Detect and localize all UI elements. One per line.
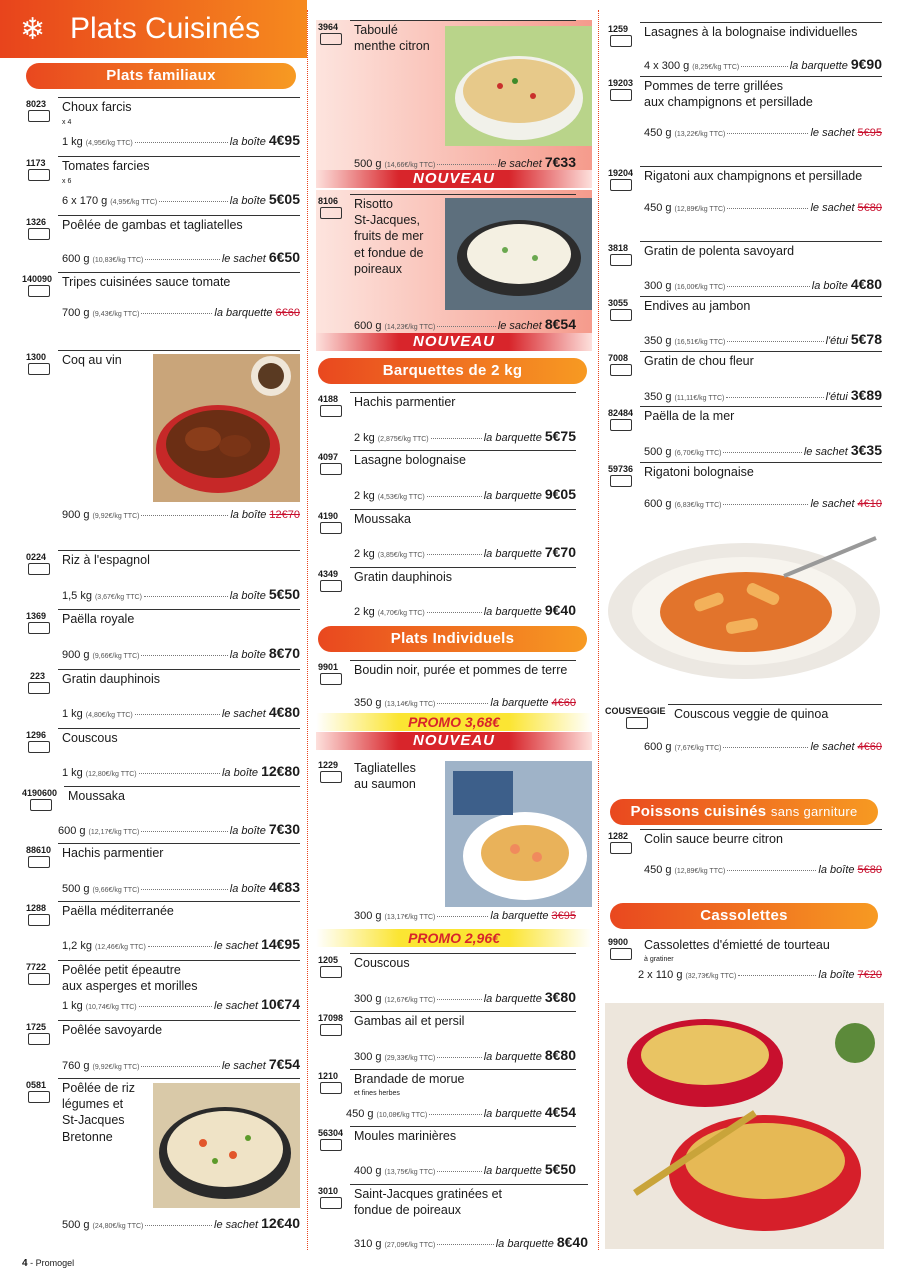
- rigatoni-photo: [606, 536, 882, 682]
- price-line: 2 kg (4,53€/kg TTC) la barquette 9€05: [354, 486, 576, 502]
- product-name: Hachis parmentier: [354, 395, 456, 409]
- checkbox[interactable]: [28, 285, 50, 297]
- price-line: 450 g (12,89€/kg TTC) le sachet 5€80: [644, 202, 882, 214]
- product-name: fondue de poireaux: [354, 1203, 462, 1217]
- checkbox[interactable]: [28, 169, 50, 181]
- price-line: 2 kg (2,875€/kg TTC) la barquette 5€75: [354, 428, 576, 444]
- product-code: 1300: [26, 352, 47, 362]
- price-line: 300 g (13,17€/kg TTC) la barquette 3€95: [354, 910, 576, 922]
- column-divider: [598, 10, 599, 1250]
- product-name: Gratin de chou fleur: [644, 354, 754, 368]
- product-name: Bretonne: [62, 1130, 113, 1144]
- price-line: 1 kg (4,95€/kg TTC) la boîte 4€95: [62, 132, 300, 148]
- product-name: Coq au vin: [62, 353, 122, 367]
- price-line: 1,2 kg (12,46€/kg TTC) le sachet 14€95: [62, 936, 300, 952]
- nouveau-banner: NOUVEAU: [316, 732, 592, 750]
- page-header: [0, 0, 307, 58]
- product-code: 140090: [22, 274, 53, 284]
- list-item: [26, 97, 300, 149]
- list-item: [318, 509, 576, 561]
- price-line: 1 kg (12,80€/kg TTC) la boîte 12€80: [62, 763, 300, 779]
- checkbox[interactable]: [610, 89, 632, 101]
- list-item: [26, 728, 300, 780]
- product-code: 1296: [26, 730, 47, 740]
- list-item: [26, 156, 300, 208]
- checkbox[interactable]: [320, 405, 342, 417]
- product-name: Couscous: [354, 956, 410, 970]
- price-line: 600 g (12,17€/kg TTC) la boîte 7€30: [58, 821, 300, 837]
- product-code: 1326: [26, 217, 47, 227]
- checkbox[interactable]: [610, 35, 632, 47]
- checkbox[interactable]: [30, 799, 52, 811]
- price-line: 900 g (9,92€/kg TTC) la boîte 12€70: [62, 509, 300, 521]
- section-poissons: [610, 799, 878, 825]
- product-name: Hachis parmentier: [62, 846, 164, 860]
- product-name: légumes et: [62, 1097, 124, 1111]
- product-note: à gratiner: [644, 956, 674, 963]
- product-code: 1205: [318, 955, 339, 965]
- checkbox[interactable]: [28, 363, 50, 375]
- product-code: 4349: [318, 569, 339, 579]
- section-plats-individuels: Plats Individuels: [318, 626, 587, 652]
- list-item: [318, 1069, 576, 1121]
- list-item: [608, 462, 882, 517]
- price-line: 1 kg (10,74€/kg TTC) le sachet 10€74: [62, 996, 300, 1012]
- list-item: [605, 704, 882, 756]
- checkbox[interactable]: [28, 228, 50, 240]
- checkbox[interactable]: [320, 673, 342, 685]
- list-item: [318, 660, 576, 712]
- list-item: [608, 935, 882, 987]
- price-line: 500 g (14,66€/kg TTC) le sachet 7€33: [354, 154, 576, 170]
- product-code: 1259: [608, 24, 629, 34]
- price-line: 700 g (9,43€/kg TTC) la barquette 6€60: [62, 307, 300, 319]
- price-line: 350 g (11,11€/kg TTC) l'étui 3€89: [644, 387, 882, 403]
- product-name: Poêlée petit épeautre: [62, 963, 181, 977]
- page-number: 4: [22, 1258, 28, 1269]
- price-line: 1 kg (4,80€/kg TTC) le sachet 4€80: [62, 704, 300, 720]
- list-item: [26, 669, 300, 721]
- list-item: [26, 901, 300, 953]
- checkbox[interactable]: [320, 1139, 342, 1151]
- list-item: [608, 241, 882, 296]
- product-name: Taboulé: [354, 23, 398, 37]
- product-code: 82484: [608, 408, 634, 418]
- product-name: St-Jacques,: [354, 213, 421, 227]
- product-name: Poêlée savoyarde: [62, 1023, 163, 1037]
- snowflake-icon: ❄: [20, 12, 46, 46]
- product-code: 1725: [26, 1022, 47, 1032]
- product-name: Tagliatelles: [354, 761, 416, 775]
- product-name: Poêlée de riz: [62, 1081, 135, 1095]
- checkbox[interactable]: [28, 110, 50, 122]
- checkbox[interactable]: [320, 1024, 342, 1036]
- price-line: 500 g (9,66€/kg TTC) la boîte 4€83: [62, 879, 300, 895]
- price-line: 450 g (13,22€/kg TTC) le sachet 5€95: [644, 127, 882, 139]
- checkbox[interactable]: [626, 717, 648, 729]
- price-line: 600 g (6,83€/kg TTC) le sachet 4€10: [644, 498, 882, 510]
- price-line: 6 x 170 g (4,95€/kg TTC) la boîte 5€05: [62, 191, 300, 207]
- price-line: 300 g (29,33€/kg TTC) la barquette 8€80: [354, 1047, 576, 1063]
- product-name: Moussaka: [68, 789, 125, 803]
- promo-banner: PROMO 3,68€: [316, 713, 592, 731]
- product-code: 0581: [26, 1080, 47, 1090]
- product-name: Paëlla royale: [62, 612, 135, 626]
- price-line: 450 g (10,08€/kg TTC) la barquette 4€54: [346, 1104, 576, 1120]
- product-code: 7008: [608, 353, 629, 363]
- product-code: 3010: [318, 1186, 339, 1196]
- product-name: Choux farcis: [62, 100, 132, 114]
- product-code: 7722: [26, 962, 47, 972]
- product-note: x 4: [62, 119, 72, 126]
- product-name: Pommes de terre grillées: [644, 79, 783, 93]
- product-name: Boudin noir, purée et pommes de terre: [354, 663, 568, 677]
- list-item: [608, 76, 882, 146]
- product-name: Tripes cuisinées sauce tomate: [62, 275, 231, 289]
- price-line: 300 g (12,67€/kg TTC) la barquette 3€80: [354, 989, 576, 1005]
- product-code: 9901: [318, 662, 339, 672]
- product-code: 88610: [26, 845, 52, 855]
- product-name: Moules marinières: [354, 1129, 457, 1143]
- product-code: 4190: [318, 511, 339, 521]
- product-code: 9900: [608, 937, 629, 947]
- section-barquettes: Barquettes de 2 kg: [318, 358, 587, 384]
- list-item: [608, 296, 882, 351]
- price-line: 760 g (9,92€/kg TTC) le sachet 7€54: [62, 1056, 300, 1072]
- product-code: 1210: [318, 1071, 339, 1081]
- product-name: Poêlée de gambas et tagliatelles: [62, 218, 243, 232]
- list-item: [26, 215, 300, 265]
- list-item: [608, 351, 882, 406]
- checkbox[interactable]: [610, 475, 632, 487]
- price-line: 350 g (13,14€/kg TTC) la barquette 4€60: [354, 697, 576, 709]
- product-code: 1173: [26, 158, 46, 168]
- product-name: Tomates farcies: [62, 159, 150, 173]
- checkbox[interactable]: [320, 463, 342, 475]
- product-name: Moussaka: [354, 512, 411, 526]
- product-code: 56304: [318, 1128, 344, 1138]
- price-line: 2 x 110 g (32,73€/kg TTC) la boîte 7€20: [638, 969, 882, 981]
- product-code: 3055: [608, 298, 629, 308]
- checkbox[interactable]: [28, 856, 50, 868]
- product-code: 4190600: [22, 788, 58, 798]
- checkbox[interactable]: [28, 741, 50, 753]
- price-line: 400 g (13,75€/kg TTC) la barquette 5€50: [354, 1161, 576, 1177]
- product-name: aux asperges et morilles: [62, 979, 198, 993]
- nouveau-banner: NOUVEAU: [316, 170, 592, 188]
- list-item: [318, 1184, 588, 1250]
- section-poissons-title: Poissons cuisinés: [630, 803, 767, 820]
- product-code: 0224: [26, 552, 47, 562]
- product-code: 19204: [608, 168, 634, 178]
- list-item: [608, 166, 882, 221]
- product-note: et fines herbes: [354, 1090, 400, 1097]
- product-name: Endives au jambon: [644, 299, 751, 313]
- product-name: Couscous: [62, 731, 118, 745]
- list-item: [318, 1126, 576, 1178]
- section-poissons-subtitle: sans garniture: [770, 804, 858, 819]
- risotto-photo: [445, 198, 592, 310]
- brand: Promogel: [35, 1258, 75, 1268]
- product-code: 4097: [318, 452, 339, 462]
- product-code: 19203: [608, 78, 634, 88]
- price-line: 450 g (12,89€/kg TTC) la boîte 5€80: [644, 864, 882, 876]
- product-name: Rigatoni bolognaise: [644, 465, 754, 479]
- column-divider: [307, 10, 308, 1250]
- product-name: Lasagnes à la bolognaise individuelles: [644, 25, 858, 39]
- price-line: 2 kg (3,85€/kg TTC) la barquette 7€70: [354, 544, 576, 560]
- product-name: Paëlla méditerranée: [62, 904, 174, 918]
- product-name: fruits de mer: [354, 229, 424, 243]
- checkbox[interactable]: [28, 682, 50, 694]
- product-code: 1229: [318, 760, 339, 770]
- list-item: [26, 843, 300, 895]
- list-item: [26, 609, 300, 661]
- checkbox[interactable]: [28, 563, 50, 575]
- product-name: Couscous veggie de quinoa: [674, 707, 829, 721]
- product-name: Gratin de polenta savoyard: [644, 244, 795, 258]
- checkbox[interactable]: [320, 1082, 342, 1094]
- checkbox[interactable]: [610, 364, 632, 376]
- product-name: Paëlla de la mer: [644, 409, 735, 423]
- product-name: Lasagne bolognaise: [354, 453, 466, 467]
- price-line: 1,5 kg (3,67€/kg TTC) la boîte 5€50: [62, 586, 300, 602]
- poelee-riz-photo: [153, 1083, 300, 1208]
- product-code: 1282: [608, 831, 629, 841]
- checkbox[interactable]: [610, 948, 632, 960]
- price-line: 300 g (16,00€/kg TTC) la boîte 4€80: [644, 276, 882, 292]
- checkbox[interactable]: [610, 254, 632, 266]
- section-cassolettes: Cassolettes: [610, 903, 878, 929]
- price-line: 600 g (10,83€/kg TTC) le sachet 6€50: [62, 249, 300, 265]
- checkbox[interactable]: [610, 419, 632, 431]
- checkbox[interactable]: [320, 33, 342, 45]
- checkbox[interactable]: [28, 622, 50, 634]
- checkbox[interactable]: [320, 966, 342, 978]
- price-line: 500 g (24,80€/kg TTC) le sachet 12€40: [62, 1215, 300, 1231]
- price-line: 500 g (6,70€/kg TTC) le sachet 3€35: [644, 442, 882, 458]
- product-code: 17098: [318, 1013, 344, 1023]
- product-name: aux champignons et persillade: [644, 95, 813, 109]
- product-code: 1288: [26, 903, 47, 913]
- product-name: Gratin dauphinois: [62, 672, 160, 686]
- product-code: 59736: [608, 464, 634, 474]
- product-name: au saumon: [354, 777, 416, 791]
- price-line: 350 g (16,51€/kg TTC) l'étui 5€78: [644, 331, 882, 347]
- product-code: 8106: [318, 196, 339, 206]
- product-name: Rigatoni aux champignons et persillade: [644, 169, 863, 183]
- checkbox[interactable]: [28, 1091, 50, 1103]
- price-line: 900 g (9,66€/kg TTC) la boîte 8€70: [62, 645, 300, 661]
- product-name: Brandade de morue: [354, 1072, 465, 1086]
- checkbox[interactable]: [28, 973, 50, 985]
- list-item: [26, 960, 300, 1014]
- list-item: [318, 567, 576, 619]
- product-code: 3818: [608, 243, 629, 253]
- product-code: 1369: [26, 611, 47, 621]
- price-line: 4 x 300 g (8,25€/kg TTC) la barquette 9€90: [644, 56, 882, 72]
- list-item: [608, 22, 882, 74]
- footer: 4 - Promogel: [22, 1258, 75, 1269]
- product-code: 223: [30, 671, 46, 681]
- product-name: et fondue de: [354, 246, 424, 260]
- product-name: Riz à l'espagnol: [62, 553, 150, 567]
- checkbox[interactable]: [28, 1033, 50, 1045]
- section-plats-familiaux: Plats familiaux: [26, 63, 296, 89]
- tagliatelles-photo: [445, 761, 592, 907]
- coq-au-vin-photo: [153, 354, 300, 502]
- product-name: Risotto: [354, 197, 393, 211]
- product-name: Gratin dauphinois: [354, 570, 452, 584]
- checkbox[interactable]: [320, 1197, 342, 1209]
- list-item: [318, 953, 576, 1005]
- list-item: [318, 450, 576, 502]
- cassolettes-photo: [605, 1003, 884, 1249]
- product-code: 4188: [318, 394, 339, 404]
- list-item: [22, 786, 300, 838]
- nouveau-banner: NOUVEAU: [316, 333, 592, 351]
- product-name: menthe citron: [354, 39, 430, 53]
- list-item: [318, 1011, 576, 1063]
- checkbox[interactable]: [610, 842, 632, 854]
- checkbox[interactable]: [320, 522, 342, 534]
- page-title: Plats Cuisinés: [70, 12, 261, 45]
- product-code: COUSVEGGIE: [605, 706, 666, 716]
- price-line: 600 g (7,67€/kg TTC) le sachet 4€60: [644, 741, 882, 753]
- checkbox[interactable]: [610, 179, 632, 191]
- list-item: [318, 392, 576, 444]
- list-item: [26, 1020, 300, 1072]
- checkbox[interactable]: [610, 309, 632, 321]
- list-item: [608, 406, 882, 461]
- checkbox[interactable]: [320, 207, 342, 219]
- list-item: [22, 272, 300, 327]
- list-item: [608, 829, 882, 881]
- product-name: St-Jacques: [62, 1113, 125, 1127]
- price-line: 600 g (14,23€/kg TTC) le sachet 8€54: [354, 316, 576, 332]
- checkbox[interactable]: [320, 771, 342, 783]
- taboule-photo: [445, 26, 592, 146]
- product-code: 8023: [26, 99, 47, 109]
- product-note: x 6: [62, 178, 72, 185]
- product-name: poireaux: [354, 262, 402, 276]
- product-name: Cassolettes d'émietté de tourteau: [644, 938, 830, 952]
- promo-banner: PROMO 2,96€: [316, 929, 592, 947]
- price-line: 310 g (27,09€/kg TTC) la barquette 8€40: [354, 1234, 588, 1250]
- product-name: Saint-Jacques gratinées et: [354, 1187, 503, 1201]
- price-line: 2 kg (4,70€/kg TTC) la barquette 9€40: [354, 602, 576, 618]
- checkbox[interactable]: [320, 580, 342, 592]
- product-name: Colin sauce beurre citron: [644, 832, 783, 846]
- product-name: Gambas ail et persil: [354, 1014, 465, 1028]
- checkbox[interactable]: [28, 914, 50, 926]
- list-item: [26, 550, 300, 602]
- product-code: 3964: [318, 22, 339, 32]
